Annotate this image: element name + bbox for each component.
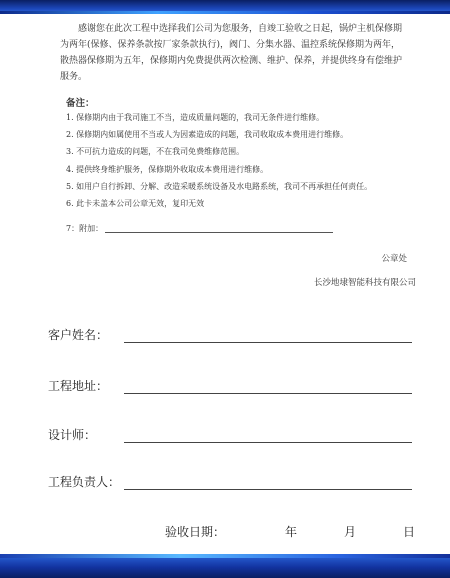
designer-line[interactable] (124, 432, 412, 443)
bottom-decorative-band (0, 554, 450, 578)
project-address-field (48, 377, 412, 394)
company-name: 长沙地埭智能科技有限公司 (313, 278, 416, 288)
warranty-intro: 感谢您在此次工程中选择我们公司为您服务，自竣工验收之日起，锅炉主机保修期为两年(保修、保养条款按厂家条款执行)，阀门、分集水器、温控系统保修期为两年，散热器保修期为五年，保修期内免费提供两次检测、维护、保养，并提供终身有偿维护服务。 (60, 24, 403, 82)
project-lead-field (48, 473, 412, 490)
acceptance-month: 月 (344, 525, 357, 539)
note-item-4: 4. 提供终身维护服务，保修期外收取成本费用进行维修。 (66, 164, 269, 174)
project-lead-label: 工程负责人： (48, 475, 121, 489)
acceptance-date-row (165, 523, 415, 539)
acceptance-day: 日 (403, 525, 416, 539)
project-lead-line[interactable] (124, 479, 412, 490)
customer-name-label: 客户姓名： (48, 328, 109, 342)
customer-name-field (48, 326, 412, 343)
top-decorative-band (0, 0, 450, 14)
notes-heading: 备注： (66, 98, 95, 109)
stamp-placeholder: 公章处 (381, 254, 407, 264)
project-address-line[interactable] (124, 383, 412, 394)
notes-list (66, 113, 416, 233)
customer-name-line[interactable] (124, 332, 412, 343)
project-address-label: 工程地址： (48, 379, 109, 393)
note-item-1: 1. 保修期内由于我司施工不当，造成质量问题的，我司无条件进行维修。 (66, 113, 325, 122)
note-item-5: 5. 如用户自行拆卸、分解、改造采暖系统设备及水电路系统，我司不再承担任何责任。 (66, 181, 373, 191)
attachment-label: 7：附加： (66, 224, 104, 234)
designer-field (48, 426, 412, 443)
acceptance-date-label: 验收日期： (165, 525, 226, 539)
attachment-blank-line[interactable] (105, 224, 333, 233)
acceptance-year: 年 (285, 525, 298, 539)
note-item-6: 6. 此卡未盖本公司公章无效，复印无效 (66, 198, 205, 208)
note-item-3: 3. 不可抗力造成的问题，不在我司免费维修范围。 (66, 147, 245, 157)
designer-label: 设计师： (48, 428, 97, 442)
note-item-2: 2. 保修期内如属使用不当或人为因素造成的问题，我司收取成本费用进行维修。 (66, 130, 349, 140)
note-item-attachment (66, 216, 416, 233)
